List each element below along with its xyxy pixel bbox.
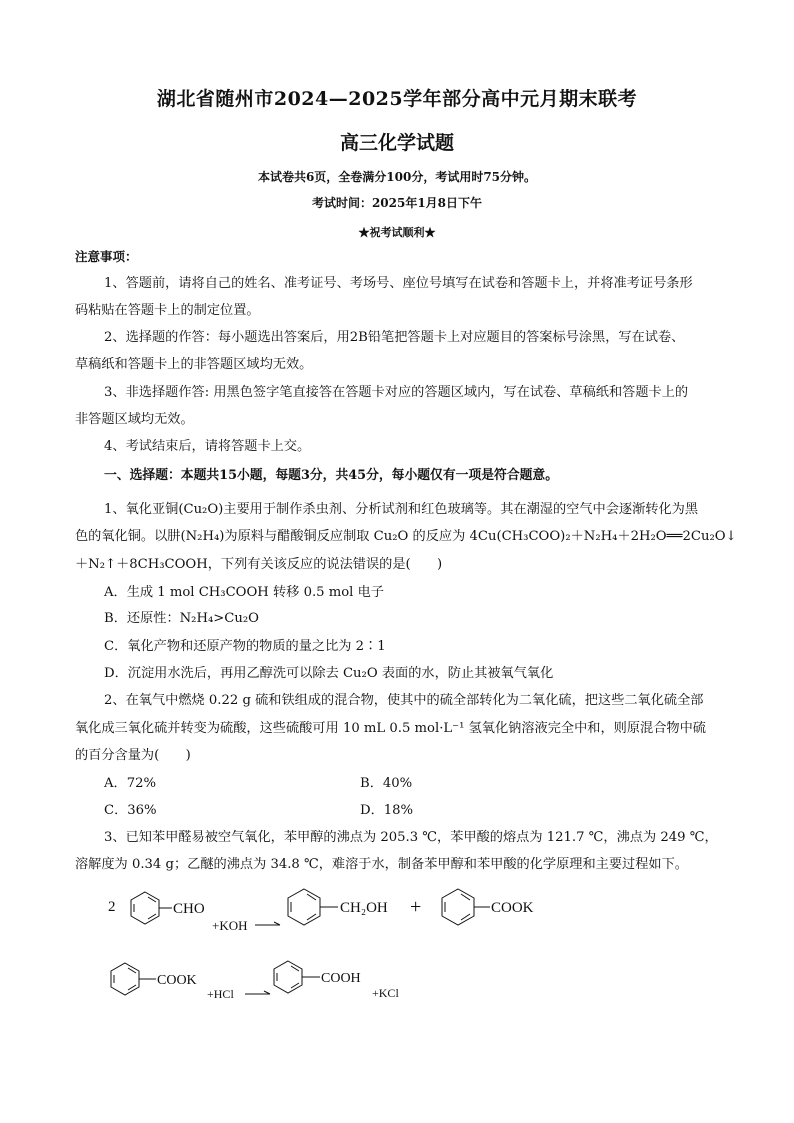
section-1-heading: 一、选择题：本题共15小题，每题3分，共45分，每小题仅有一项是符合题意。 (104, 468, 559, 483)
reaction-1-coefficient: 2 (108, 899, 116, 915)
q1-line-1: 1、氧化亚铜(Cu₂O)主要用于制作杀虫剂、分析试剂和红色玻璃等。其在潮湿的空气中会逐渐转化为黑 (104, 502, 699, 517)
carboxylate-group: COOK (157, 973, 197, 988)
q2-line-3: 的百分含量为( ) (75, 748, 191, 763)
benzene-ring-5 (274, 961, 302, 993)
notes-heading: 注意事项： (75, 249, 138, 264)
q2-option-d: D．18% (360, 803, 414, 818)
q1-option-a: A．生成 1 mol CH₃COOH 转移 0.5 mol 电子 (104, 585, 384, 600)
reagent-hcl: +HCl (207, 987, 234, 1001)
benzene-ring-4 (111, 963, 139, 995)
q3-line-2: 溶解度为 0.34 g；乙醚的沸点为 34.8 ℃，难溶于水，制备苯甲醇和苯甲酸的化学原理和主要过程如下。 (75, 857, 688, 872)
q1-line-3: ＋N₂↑＋8CH₃COOH，下列有关该反应的说法错误的是( ) (75, 557, 443, 572)
note-3-line-2: 非答题区域均无效。 (75, 412, 194, 427)
q2-option-b: B．40% (360, 776, 413, 791)
aldehyde-group: CHO (173, 901, 205, 917)
q2-line-1: 2、在氧气中燃烧 0.22 g 硫和铁组成的混合物，使其中的硫全部转化为二氧化硫，把这些二氧化硫全部 (104, 693, 704, 708)
benzene-ring-3 (442, 889, 474, 925)
exam-title: 湖北省随州市2024—2025学年部分高中元月期末联考 (156, 88, 638, 110)
note-1-line-1: 1、答题前，请将自己的姓名、准考证号、考场号、座位号填写在试卷和答题卡上，并将准考证号条形 (104, 276, 693, 291)
exam-info: 本试卷共6页，全卷满分100分，考试用时75分钟。 (257, 170, 537, 184)
q3-line-1: 3、已知苯甲醛易被空气氧化，苯甲醇的沸点为 205.3 ℃，苯甲酸的熔点为 121.7 ℃，沸点为 249 ℃， (104, 830, 718, 845)
q2-option-c: C．36% (104, 803, 157, 818)
note-1-line-2: 码粘贴在答题卡上的制定位置。 (75, 303, 260, 318)
q1-line-2: 色的氧化铜。以肼(N₂H₄)为原料与醋酸铜反应制取 Cu₂O 的反应为 4Cu(CH₃COO)₂＋N₂H₄＋2H₂O══2Cu₂O↓ (75, 529, 737, 544)
carboxylate-group: COOK (491, 900, 534, 916)
reaction-arrow-1 (255, 922, 280, 925)
product-kcl: +KCl (372, 986, 399, 1000)
q2-line-2: 氧化成三氧化硫并转变为硫酸，这些硫酸可用 10 mL 0.5 mol·L⁻¹ 氢氧化钠溶液完全中和，则原混合物中硫 (75, 721, 706, 736)
reaction-2-scheme (100, 955, 430, 1005)
benzene-ring-2 (288, 889, 320, 925)
exam-subtitle: 高三化学试题 (339, 132, 454, 154)
note-2-line-2: 草稿纸和答题卡上的非答题区域均无效。 (75, 357, 313, 372)
reaction-1-scheme (100, 878, 580, 940)
benzene-ring-1 (131, 892, 159, 924)
note-3-line-1: 3、非选择题作答: 用黑色签字笔直接答在答题卡对应的答题区域内，写在试卷、草稿纸和答题卡上的 (104, 385, 689, 400)
confidential-mark: ★祝考试顺利★ (358, 226, 436, 239)
note-2-line-1: 2、选择题的作答：每小题选出答案后，用2B铅笔把答题卡上对应题目的答案标号涂黑，写在试卷、 (104, 330, 685, 345)
carboxylic-acid-group: COOH (321, 971, 361, 986)
note-4: 4、考试结束后，请将答题卡上交。 (104, 439, 311, 454)
exam-time: 考试时间：2025年1月8日下午 (311, 196, 483, 210)
q1-option-b: B．还原性：N₂H₄>Cu₂O (104, 611, 259, 626)
q1-option-c: C．氧化产物和还原产物的物质的量之比为 2∶1 (104, 639, 386, 654)
reaction-arrow-2 (245, 991, 270, 994)
alcohol-group: CH₂OH (340, 900, 388, 916)
q1-option-d: D．沉淀用水洗后，再用乙醇洗可以除去 Cu₂O 表面的水，防止其被氧气氧化 (104, 666, 554, 681)
q2-option-a: A．72% (104, 776, 157, 791)
plus-sign: + (410, 896, 422, 918)
reagent-koh: +KOH (212, 918, 248, 933)
